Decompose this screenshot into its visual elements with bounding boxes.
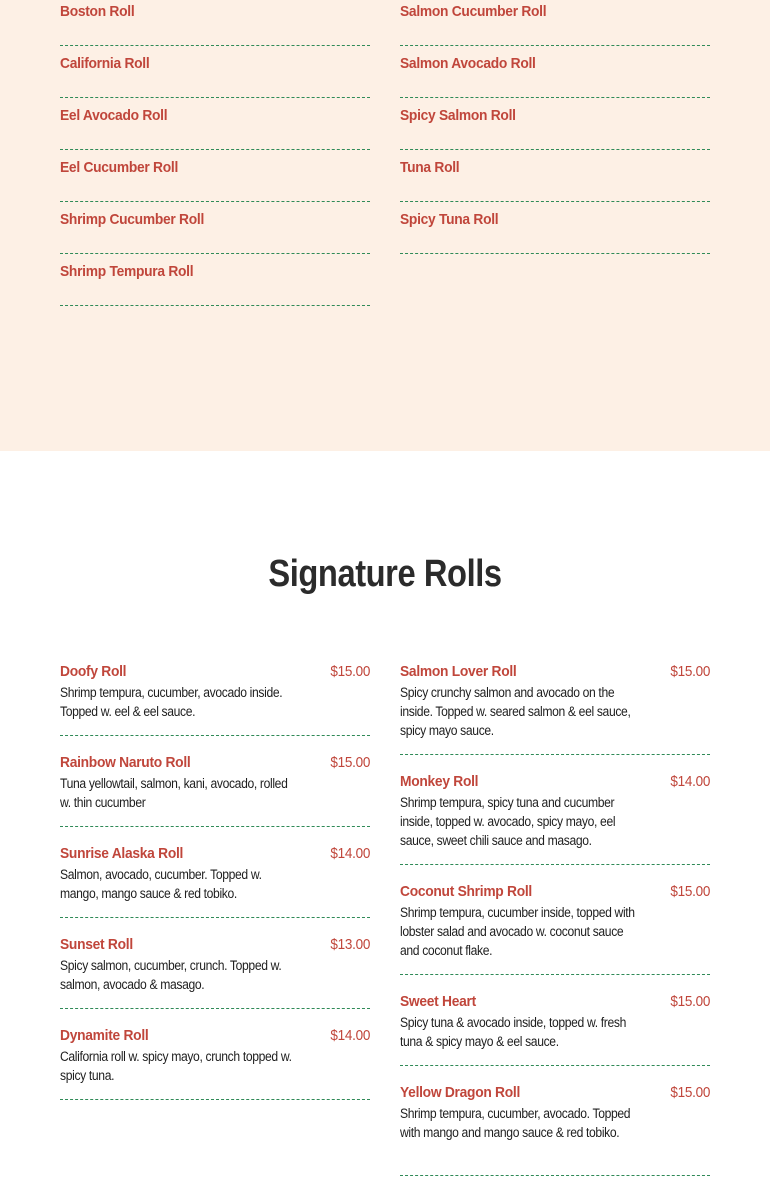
menu-item-name: Shrimp Cucumber Roll bbox=[60, 211, 205, 228]
signature-item-price: $13.00 bbox=[330, 936, 370, 953]
menu-item bbox=[60, 150, 370, 202]
menu-item-name: Eel Cucumber Roll bbox=[60, 159, 179, 176]
menu-item bbox=[60, 0, 370, 46]
menu-item-name: Spicy Salmon Roll bbox=[400, 107, 516, 124]
menu-item bbox=[400, 46, 710, 98]
menu-item-name: Spicy Tuna Roll bbox=[400, 211, 499, 228]
signature-item bbox=[60, 827, 370, 918]
signature-item-price: $14.00 bbox=[330, 1027, 370, 1044]
signature-item-name: Coconut Shrimp Roll bbox=[400, 883, 532, 900]
signature-item-name: Sunrise Alaska Roll bbox=[60, 845, 184, 862]
signature-item-price: $15.00 bbox=[330, 754, 370, 771]
menu-item bbox=[400, 202, 710, 254]
signature-item-price: $15.00 bbox=[670, 663, 710, 680]
menu-item-name: Eel Avocado Roll bbox=[60, 107, 168, 124]
signature-item bbox=[400, 755, 710, 865]
signature-item-description: Shrimp tempura, cucumber, avocado inside. Topped w. eel & eel sauce. bbox=[60, 685, 283, 719]
signature-item bbox=[400, 975, 710, 1066]
signature-right-column bbox=[400, 660, 710, 1176]
signature-item bbox=[400, 1066, 710, 1176]
signature-item bbox=[60, 660, 370, 736]
menu-item-name: California Roll bbox=[60, 55, 150, 72]
signature-item bbox=[400, 865, 710, 975]
menu-item bbox=[60, 46, 370, 98]
signature-item-price: $15.00 bbox=[330, 663, 370, 680]
signature-item-description: Spicy tuna & avocado inside, topped w. fresh tuna & spicy mayo & eel sauce. bbox=[400, 1015, 626, 1049]
classic-rolls-section bbox=[0, 0, 770, 451]
signature-item-price: $15.00 bbox=[670, 993, 710, 1010]
signature-item-name: Sunset Roll bbox=[60, 936, 133, 953]
signature-item-price: $14.00 bbox=[330, 845, 370, 862]
signature-item-description: Salmon, avocado, cucumber. Topped w. mango, mango sauce & red tobiko. bbox=[60, 867, 262, 901]
classic-rolls-left-column bbox=[60, 0, 370, 306]
menu-item bbox=[60, 202, 370, 254]
signature-item-description: Spicy crunchy salmon and avocado on the inside. Topped w. seared salmon & eel sauce, spicy mayo sauce. bbox=[400, 685, 631, 738]
classic-rolls-right-column bbox=[400, 0, 710, 254]
signature-item bbox=[60, 918, 370, 1009]
menu-item bbox=[60, 254, 370, 306]
signature-item-price: $15.00 bbox=[670, 1084, 710, 1101]
menu-item-name: Boston Roll bbox=[60, 3, 135, 20]
signature-item-description: Shrimp tempura, cucumber inside, topped with lobster salad and avocado w. coconut sauce and coconut flake. bbox=[400, 905, 635, 958]
signature-item-description: Shrimp tempura, cucumber, avocado. Topped with mango and mango sauce & red tobiko. bbox=[400, 1106, 631, 1140]
section-title: Signature Rolls bbox=[268, 553, 502, 595]
menu-item bbox=[400, 0, 710, 46]
signature-item bbox=[400, 660, 710, 755]
signature-item bbox=[60, 736, 370, 827]
signature-item-name: Doofy Roll bbox=[60, 663, 127, 680]
signature-left-column bbox=[60, 660, 370, 1100]
menu-item-name: Salmon Cucumber Roll bbox=[400, 3, 547, 20]
menu-item bbox=[60, 98, 370, 150]
signature-item-name: Yellow Dragon Roll bbox=[400, 1084, 521, 1101]
signature-item-price: $14.00 bbox=[670, 773, 710, 790]
menu-item bbox=[400, 98, 710, 150]
signature-item-name: Monkey Roll bbox=[400, 773, 479, 790]
signature-item-name: Dynamite Roll bbox=[60, 1027, 149, 1044]
signature-item-description: California roll w. spicy mayo, crunch topped w. spicy tuna. bbox=[60, 1049, 292, 1083]
signature-item-name: Salmon Lover Roll bbox=[400, 663, 517, 680]
signature-item-description: Shrimp tempura, spicy tuna and cucumber inside, topped w. avocado, spicy mayo, eel sauce, sweet chili sauce and masago. bbox=[400, 795, 616, 848]
menu-item bbox=[400, 150, 710, 202]
signature-item-name: Sweet Heart bbox=[400, 993, 476, 1010]
menu-item-name: Shrimp Tempura Roll bbox=[60, 263, 194, 280]
signature-item-description: Spicy salmon, cucumber, crunch. Topped w. salmon, avocado & masago. bbox=[60, 958, 282, 992]
signature-item bbox=[60, 1009, 370, 1100]
signature-item-description: Tuna yellowtail, salmon, kani, avocado, rolled w. thin cucumber bbox=[60, 776, 288, 810]
menu-item-name: Tuna Roll bbox=[400, 159, 460, 176]
menu-item-name: Salmon Avocado Roll bbox=[400, 55, 536, 72]
signature-item-price: $15.00 bbox=[670, 883, 710, 900]
signature-item-name: Rainbow Naruto Roll bbox=[60, 754, 191, 771]
